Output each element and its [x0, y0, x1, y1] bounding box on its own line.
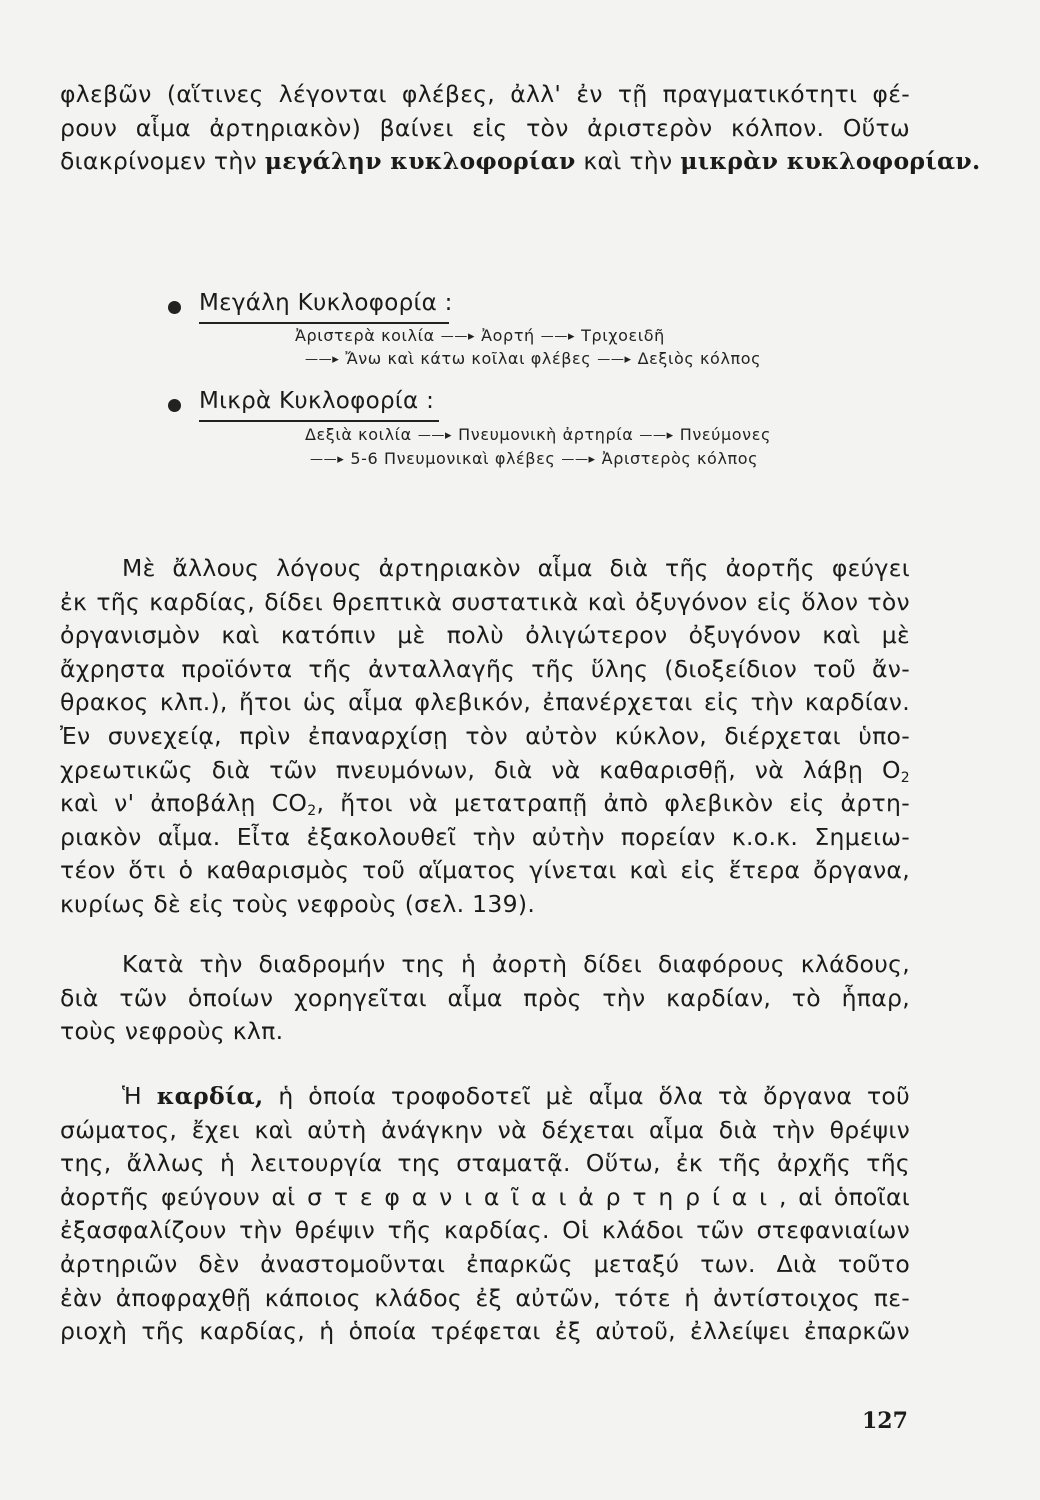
paragraph-aorta-branches: [60, 948, 910, 1049]
arrow-icon: ——▸: [440, 329, 476, 344]
text-line: ἀρτηριῶν δὲν ἀναστομοῦνται ἐπαρκῶς μεταξύ των. Διὰ τοῦτο: [60, 1249, 910, 1278]
text-line: Κατὰ τὴν διαδρομήν της ἡ ἀορτὴ δίδει διαφόρους κλάδους,: [122, 950, 910, 978]
text-span: καὶ τὴν: [583, 147, 673, 176]
major-row-2: [305, 349, 761, 368]
text-span: Ἡ: [122, 1082, 142, 1110]
text-line: ὀργανισμὸν καὶ κατόπιν μὲ πολὺ ὀλιγώτερον ὀξυγόνον καὶ μὲ: [60, 621, 910, 650]
title-underline: [199, 322, 449, 324]
text-line: σώματος, ἔχει καὶ αὐτὴ ἀνάγκην νὰ δέχεται αἷμα διὰ τὴν θρέψιν: [60, 1115, 910, 1144]
text-line: ἐὰν ἀποφραχθῇ κάποιος κλάδος ἐξ αὐτῶν, τότε ἡ ἀντίστοιχος πε-: [60, 1283, 910, 1312]
step-label: Δεξιὰ κοιλία: [305, 425, 412, 444]
bold-term-heart: καρδία,: [156, 1082, 264, 1110]
arrow-icon: ——▸: [310, 452, 345, 467]
arrow-icon: ——▸: [561, 452, 596, 467]
text-line: [60, 145, 981, 179]
paragraph-heart: [60, 1080, 910, 1349]
subscript: 2: [900, 769, 910, 786]
text-line: [60, 754, 910, 788]
text-line: [60, 1080, 910, 1114]
text-line: ἄχρηστα προϊόντα τῆς ἀνταλλαγῆς τῆς ὕλης (διοξείδιον τοῦ ἄν-: [60, 654, 910, 683]
text-span: διακρίνομεν τὴν: [60, 147, 257, 176]
bold-term-major-circulation: μεγάλην κυκλοφορίαν: [264, 147, 576, 176]
text-line: τέον ὅτι ὁ καθαρισμὸς τοῦ αἵματος γίνεται καὶ εἰς ἕτερα ὄργανα,: [60, 856, 910, 885]
text-line: φλεβῶν (αἵτινες λέγονται φλέβες, ἀλλ' ἐν τῇ πραγματικότητι φέ-: [60, 80, 910, 108]
top-paragraph: [60, 78, 981, 179]
step-label: Δεξιὸς κόλπος: [637, 349, 762, 368]
arrow-icon: ——▸: [305, 352, 340, 367]
step-label: 5-6 Πνευμονικαὶ φλέβες: [350, 449, 556, 468]
paragraph-blood-cycle: [60, 552, 910, 922]
step-label: Ἀριστερὸς κόλπος: [601, 449, 759, 468]
bullet-icon: [168, 399, 181, 412]
text-span: ἡ ὁποία τροφοδοτεῖ μὲ αἷμα ὅλα τὰ ὄργανα τοῦ: [278, 1082, 911, 1110]
step-label: Πνεύμονες: [679, 425, 771, 444]
text-line: θρακος κλπ.), ἤτοι ὡς αἷμα φλεβικόν, ἐπανέρχεται εἰς τὴν καρδίαν.: [60, 688, 910, 717]
text-span: χρεωτικῶς διὰ τῶν πνευμόνων, διὰ νὰ καθαρισθῇ, νὰ λάβῃ O: [60, 755, 901, 784]
text-line: ἐξασφαλίζουν τὴν θρέψιν τῆς καρδίας. Οἱ κλάδοι τῶν στεφανιαίων: [60, 1216, 910, 1245]
bullet-icon: [168, 301, 181, 314]
arrow-icon: ——▸: [540, 329, 576, 344]
step-label: Ἀριστερὰ κοιλία: [295, 326, 435, 345]
minor-row-2: [310, 449, 758, 468]
bold-term-minor-circulation: μικρὰν κυκλοφορίαν.: [680, 147, 981, 176]
major-circulation-title: Μεγάλη Κυκλοφορία :: [199, 290, 453, 316]
minor-circulation-title: Μικρὰ Κυκλοφορία :: [199, 388, 435, 414]
major-row-1: [295, 326, 665, 345]
step-label: Τριχοειδῆ: [581, 326, 665, 345]
arrow-icon: ——▸: [639, 428, 674, 443]
text-line: ἀορτῆς φεύγουν αἱ σ τ ε φ α ν ι α ῖ α ι ἀ ρ τ η ρ ί α ι , αἱ ὁποῖαι: [60, 1182, 910, 1211]
text-line: τοὺς νεφροὺς κλπ.: [60, 1017, 284, 1046]
text-line: Μὲ ἄλλους λόγους ἀρτηριακὸν αἷμα διὰ τῆς ἀορτῆς φεύγει: [122, 554, 910, 582]
arrow-icon: ——▸: [417, 428, 453, 443]
text-line: διὰ τῶν ὁποίων χορηγεῖται αἷμα πρὸς τὴν καρδίαν, τὸ ἧπαρ,: [60, 983, 910, 1012]
arrow-icon: ——▸: [597, 352, 632, 367]
step-label: Ἀορτή: [481, 326, 535, 345]
text-line: ριακὸν αἷμα. Εἶτα ἐξακολουθεῖ τὴν αὐτὴν πορείαν κ.ο.κ. Σημειω-: [60, 822, 910, 851]
minor-row-1: [305, 425, 771, 444]
title-underline: [199, 420, 439, 422]
subscript: 2: [307, 803, 317, 820]
text-line: της, ἄλλως ἡ λειτουργία της σταματᾷ. Οὕτω, ἐκ τῆς ἀρχῆς τῆς: [60, 1149, 910, 1178]
text-line: κυρίως δὲ εἰς τοὺς νεφροὺς (σελ. 139).: [60, 889, 536, 918]
text-span: καὶ ν' ἀποβάλῃ CO: [60, 789, 308, 818]
page-number: 127: [862, 1408, 908, 1434]
text-line: [60, 787, 910, 821]
text-line: ριοχὴ τῆς καρδίας, ἡ ὁποία τρέφεται ἐξ αὐτοῦ, ἐλλείψει ἐπαρκῶν: [60, 1317, 910, 1346]
step-label: Ἄνω καὶ κάτω κοῖλαι φλέβες: [345, 349, 592, 368]
text-line: Ἐν συνεχείᾳ, πρὶν ἐπαναρχίσῃ τὸν αὐτὸν κύκλον, διέρχεται ὑπο-: [60, 721, 910, 750]
step-label: Πνευμονικὴ ἀρτηρία: [458, 425, 634, 444]
text-span: , ἤτοι νὰ μετατραπῇ ἀπὸ φλεβικὸν εἰς ἀρτη-: [316, 789, 910, 818]
text-line: ρουν αἷμα ἀρτηριακὸν) βαίνει εἰς τὸν ἀριστερὸν κόλπον. Οὕτω: [60, 113, 910, 142]
text-line: ἐκ τῆς καρδίας, δίδει θρεπτικὰ συστατικὰ καὶ ὀξυγόνον εἰς ὅλον τὸν: [60, 587, 910, 616]
